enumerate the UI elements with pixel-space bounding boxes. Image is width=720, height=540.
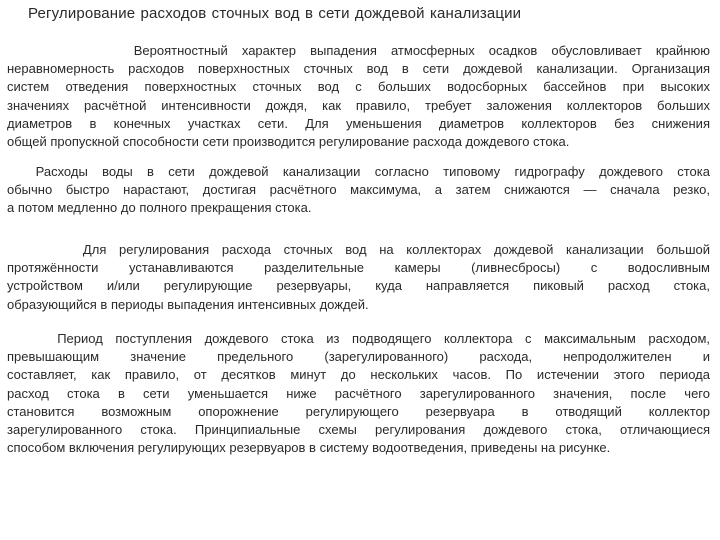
paragraph-line: устройством и/или регулирующие резервуары, куда направляется пиковый расход стока, (7, 278, 710, 294)
paragraph-line: способом включения регулирующих резервуаров в систему водоотведения, приведены на рисунке. (7, 440, 611, 456)
paragraph-line: превышающим значение предельного (зарегулированного) расхода, непродолжителен и (7, 349, 710, 365)
paragraph-inflow-period (7, 330, 710, 457)
paragraph-line: значениях расчётной интенсивности дождя, как правило, требует заложения коллекторов больших (7, 97, 710, 113)
paragraph-line: Период поступления дождевого стока из подводящего коллектора с максимальным расходом, (7, 331, 710, 346)
paragraph-line: составляет, как правило, от десятков минут до нескольких часов. По истечении этого периода (7, 367, 710, 383)
paragraph-line: протяжённости устанавливаются разделительные камеры (ливнесбросы) с водосливным (7, 260, 710, 276)
paragraph-line: систем отведения поверхностных сточных вод с больших водосборных бассейнов при высоких (7, 79, 710, 95)
paragraph-line: обычно быстро нарастают, достигая расчётного максимума, а затем снижаются — сначала резко, (7, 182, 710, 198)
paragraph-line: диаметров в конечных участках сети. Для уменьшения диаметров коллекторов без снижения (7, 115, 710, 131)
paragraph-line: Расходы воды в сети дождевой канализации согласно типовому гидрографу дождевого стока (7, 164, 710, 179)
paragraph-line: Вероятностный характер выпадения атмосферных осадков обусловливает крайнюю (7, 43, 710, 58)
paragraph-line: Для регулирования расхода сточных вод на коллекторах дождевой канализации большой (7, 242, 710, 257)
paragraph-hydrograph (7, 163, 710, 218)
paragraph-line: зарегулированного стока. Принципиальные схемы регулирования дождевого стока, отличающиеся (7, 421, 710, 437)
paragraph-line: а потом медленно до полного прекращения стока. (7, 200, 312, 216)
paragraph-line: расход стока в сети уменьшается ниже расчётного зарегулированного значения, после чего (7, 385, 710, 401)
paragraph-variability (7, 42, 710, 151)
paragraph-line: становится возможным опорожнение регулирующего резервуара в отводящий коллектор (7, 403, 710, 419)
paragraph-line: неравномерность расходов поверхностных сточных вод в сети дождевой канализации. Организация (7, 61, 710, 77)
page-title: Регулирование расходов сточных вод в сети дождевой канализации (28, 5, 522, 22)
paragraph-line: общей пропускной способности сети производится регулирование расхода дождевого стока. (7, 133, 570, 149)
paragraph-separation-chambers (7, 241, 710, 314)
paragraph-line: образующийся в периоды выпадения интенсивных дождей. (7, 296, 369, 312)
